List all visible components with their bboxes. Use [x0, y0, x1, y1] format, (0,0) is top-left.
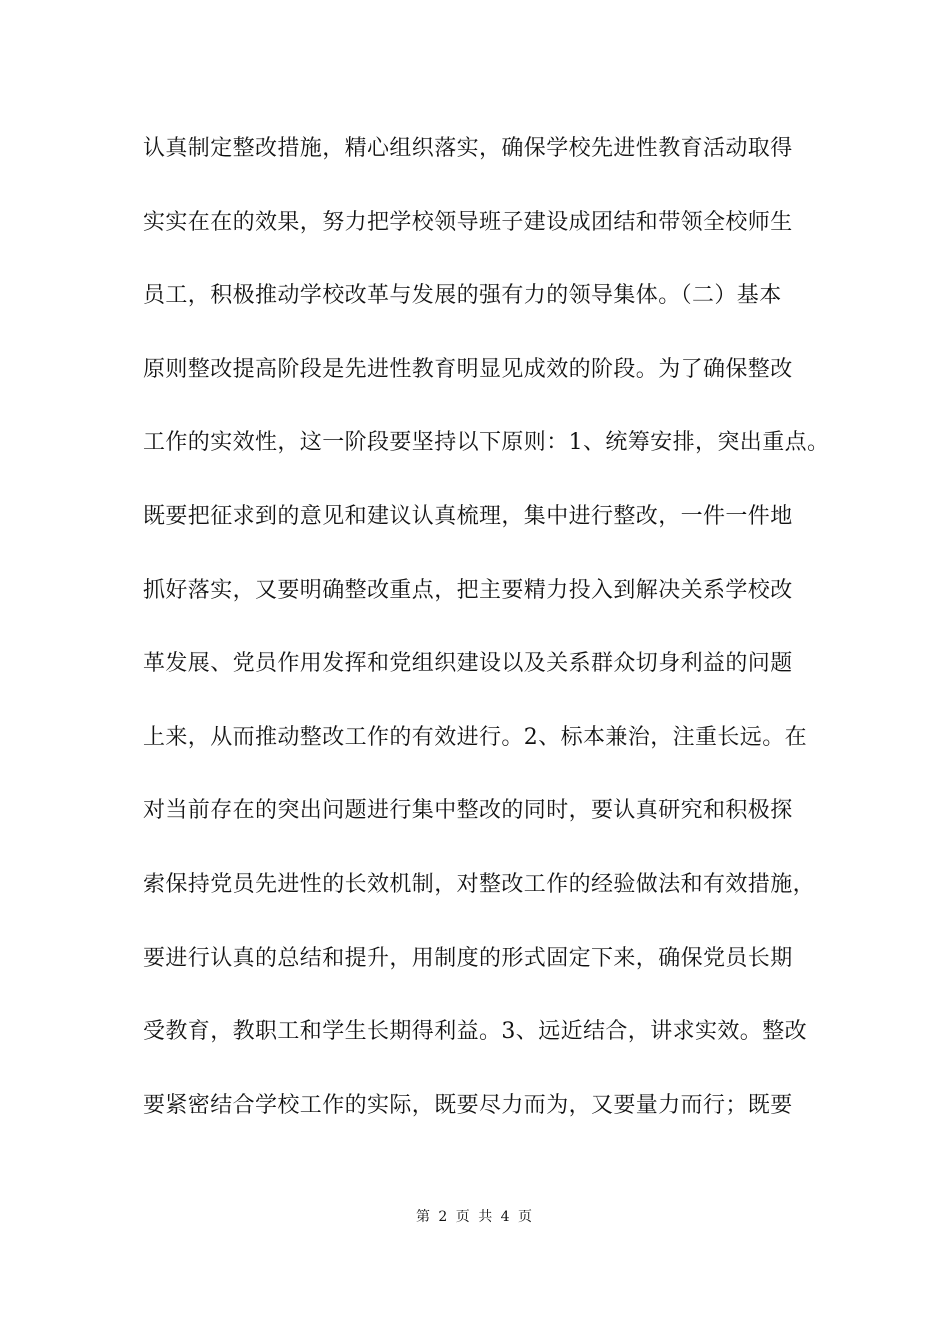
- text-line-7: 抓好落实，又要明确整改重点，把主要精力投入到解决关系学校改: [143, 577, 793, 603]
- page-number-footer: 第 2 页 共 4 页: [415, 1209, 535, 1225]
- text-line-6: 既要把征求到的意见和建议认真梳理，集中进行整改，一件一件地: [143, 503, 793, 529]
- text-line-9: 上来，从而推动整改工作的有效进行。2、标本兼治，注重长远。在: [143, 724, 807, 750]
- text-line-8: 革发展、党员作用发挥和党组织建设以及关系群众切身利益的问题: [143, 651, 793, 677]
- text-line-12: 要进行认真的总结和提升，用制度的形式固定下来，确保党员长期: [143, 945, 793, 971]
- text-line-14: 要紧密结合学校工作的实际，既要尽力而为，又要量力而行；既要: [143, 1092, 793, 1118]
- text-line-2: 实实在在的效果，努力把学校领导班子建设成团结和带领全校师生: [143, 209, 793, 235]
- text-line-13: 受教育，教职工和学生长期得利益。3、远近结合，讲求实效。整改: [143, 1019, 807, 1045]
- text-line-4: 原则整改提高阶段是先进性教育明显见成效的阶段。为了确保整改: [143, 356, 793, 382]
- text-line-11: 索保持党员先进性的长效机制，对整改工作的经验做法和有效措施，: [143, 871, 816, 897]
- text-line-5: 工作的实效性，这一阶段要坚持以下原则：1、统筹安排，突出重点。: [143, 430, 830, 456]
- text-line-10: 对当前存在的突出问题进行集中整改的同时，要认真研究和积极探: [143, 798, 793, 824]
- text-line-3: 员工，积极推动学校改革与发展的强有力的领导集体。（二）基本: [143, 283, 782, 309]
- body-text: [143, 136, 830, 1166]
- text-line-1: 认真制定整改措施，精心组织落实，确保学校先进性教育活动取得: [143, 136, 793, 161]
